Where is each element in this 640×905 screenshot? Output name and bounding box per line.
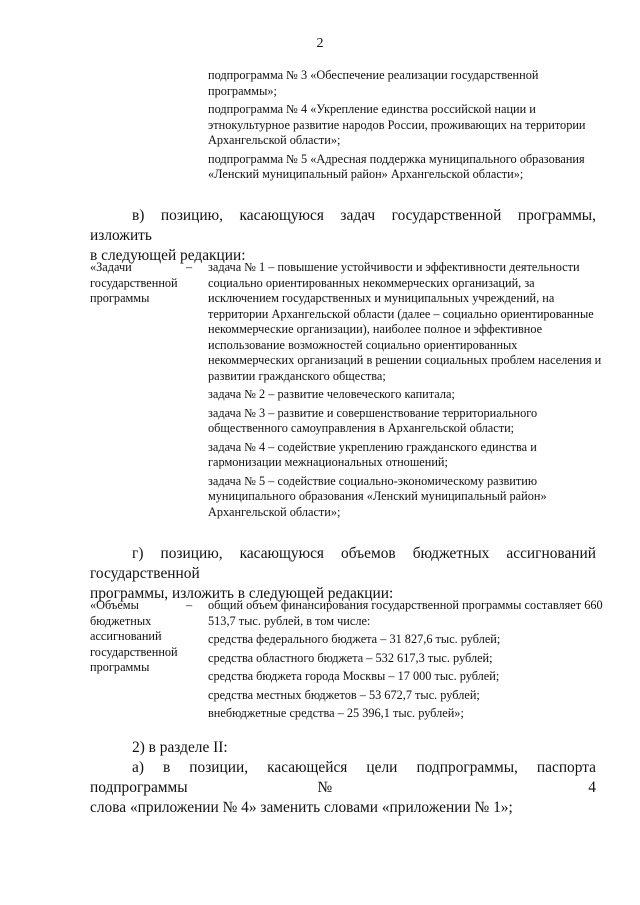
tasks-label: «Задачи государственной программы (90, 260, 178, 305)
section-2-line3: слова «приложении № 4» заменить словами «приложении № 1»; (90, 799, 513, 816)
section-v-line1: в) позицию, касающуюся задач государственной программы, изложить (90, 207, 596, 244)
section-2-line2: а) в позиции, касающейся цели подпрограммы, паспорта подпрограммы № 4 (90, 759, 596, 796)
budget-local: средства местных бюджетов – 53 672,7 тыс. рублей; (208, 687, 480, 702)
budget-label: «Объемы бюджетных ассигнований государственной программы (90, 598, 178, 674)
section-v (90, 206, 596, 266)
section-2 (90, 738, 596, 818)
budget-moscow: средства бюджета города Москвы – 17 000 тыс. рублей; (208, 669, 500, 683)
budget-list (208, 598, 604, 722)
task-4: задача № 4 – содействие укреплению гражданского единства и гармонизации межнациональных отношений; (208, 439, 537, 469)
tasks-list (208, 260, 604, 520)
budget-total: общий объем финансирования государственной программы составляет 660 513,7 тыс. рублей, в том числе: (208, 598, 603, 628)
section-g-line1: г) позицию, касающуюся объемов бюджетных ассигнований государственной (90, 545, 596, 582)
subprogram-list (208, 68, 598, 183)
budget-extrabudgetary: внебюджетные средства – 25 396,1 тыс. рублей»; (208, 706, 464, 720)
task-2: задача № 2 – развитие человеческого капитала; (208, 387, 455, 401)
subprogram-5: подпрограмма № 5 «Адресная поддержка муниципального образования «Ленский муниципальный район» Архангельской области»; (208, 151, 585, 181)
budget-federal: средства федерального бюджета – 31 827,6 тыс. рублей; (208, 632, 501, 646)
task-5: задача № 5 – содействие социально-экономическому развитию муниципального образования «Ленский муниципальный район» Архангельской области»; (208, 473, 547, 519)
section-2-line1: 2) в разделе II: (132, 739, 228, 756)
section-g-line2: программы, изложить в следующей редакции: (90, 585, 394, 602)
task-1: задача № 1 – повышение устойчивости и эффективности деятельности социально ориентированных некоммерческих организаций, за исключением государственных и муниципальных учреждений, на территории Архангельской области (далее – социально ориентированные некоммерческие организации), наиболее полное и эффективное использование возможностей социально ориентированных некоммерческих организаций в решении социальных проблем населения и развитии гражданского общества; (208, 260, 602, 383)
tasks-dash: – (186, 260, 193, 274)
page-number: 2 (316, 36, 324, 51)
section-v-line2: в следующей редакции: (90, 247, 246, 264)
section-g (90, 544, 596, 604)
subprogram-4: подпрограмма № 4 «Укрепление единства российской нации и этнокультурное развитие народов России, проживающих на территории Архангельской области»; (208, 102, 586, 147)
task-3: задача № 3 – развитие и совершенствование территориального общественного самоуправления в Архангельской области; (208, 405, 538, 435)
subprogram-3: подпрограмма № 3 «Обеспечение реализации государственной программы»; (208, 68, 539, 98)
budget-regional: средства областного бюджета – 532 617,3 тыс. рублей; (208, 650, 493, 665)
budget-dash: – (186, 598, 193, 612)
